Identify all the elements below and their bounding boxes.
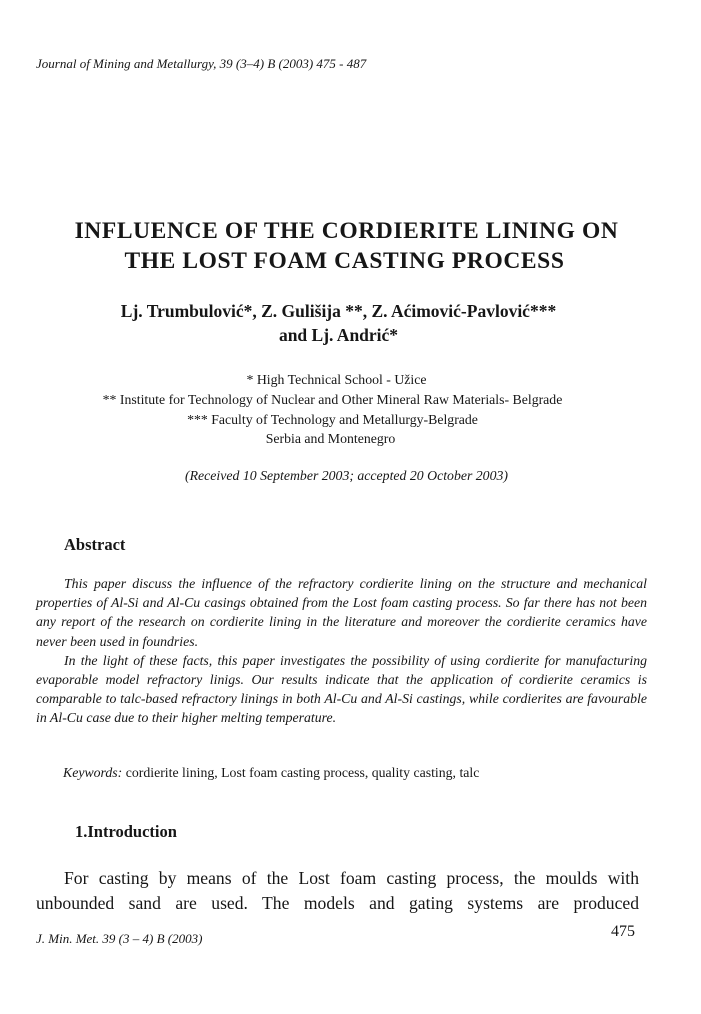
journal-header: Journal of Mining and Metallurgy, 39 (3–4) B (2003) 475 - 487	[36, 56, 367, 71]
authors-line-2: and Lj. Andrić*	[278, 325, 399, 345]
affiliation-1: * High Technical School - Užice	[246, 372, 427, 387]
affiliation-2: ** Institute for Technology of Nuclear and Other Mineral Raw Materials- Belgrade	[102, 392, 563, 407]
affiliation-4: Serbia and Montenegro	[265, 431, 396, 446]
paper-title-line-1: INFLUENCE OF THE CORDIERITE LINING ON	[74, 218, 619, 244]
footer-citation: J. Min. Met. 39 (3 – 4) B (2003)	[36, 931, 203, 946]
affiliation-3: *** Faculty of Technology and Metallurgy-Belgrade	[187, 412, 478, 427]
abstract-heading: Abstract	[64, 535, 126, 554]
introduction-line-2: unbounded sand are used. The models and gating systems are produced	[36, 893, 639, 913]
introduction-body	[36, 866, 639, 916]
keywords-text: cordierite lining, Lost foam casting process, quality casting, talc	[125, 765, 480, 780]
abstract-paragraph-1: This paper discuss the influence of the refractory cordierite lining on the structure and mechanical properties of Al-Si and Al-Cu casings obtained from the Lost foam casting process. So far there has not been any report of the research on cordierite lining in the literature and moreover the cordierite ceramics have never been used in foundries.	[36, 576, 647, 649]
paper-title-line-2: THE LOST FOAM CASTING PROCESS	[124, 248, 565, 274]
keywords-label: Keywords:	[63, 765, 123, 780]
authors-line-1: Lj. Trumbulović*, Z. Gulišija **, Z. Aćimović-Pavlović***	[120, 301, 557, 321]
abstract-paragraph-2: In the light of these facts, this paper investigates the possibility of using cordierite for manufacturing evaporable model refractory linigs. Our results indicate that the application of cordierite ceramics is comparable to talc-based refractory linings in both Al-Cu and Al-Si castings, while cordierites are favourable in Al-Cu case due to their higher melting temperature.	[36, 652, 647, 726]
introduction-line-1: For casting by means of the Lost foam casting process, the moulds with	[64, 868, 639, 888]
keywords	[63, 765, 479, 781]
introduction-heading: 1.Introduction	[75, 822, 177, 841]
received-dates: (Received 10 September 2003; accepted 20 October 2003)	[185, 468, 508, 483]
abstract-body	[36, 574, 647, 728]
page-number: 475	[611, 923, 635, 940]
